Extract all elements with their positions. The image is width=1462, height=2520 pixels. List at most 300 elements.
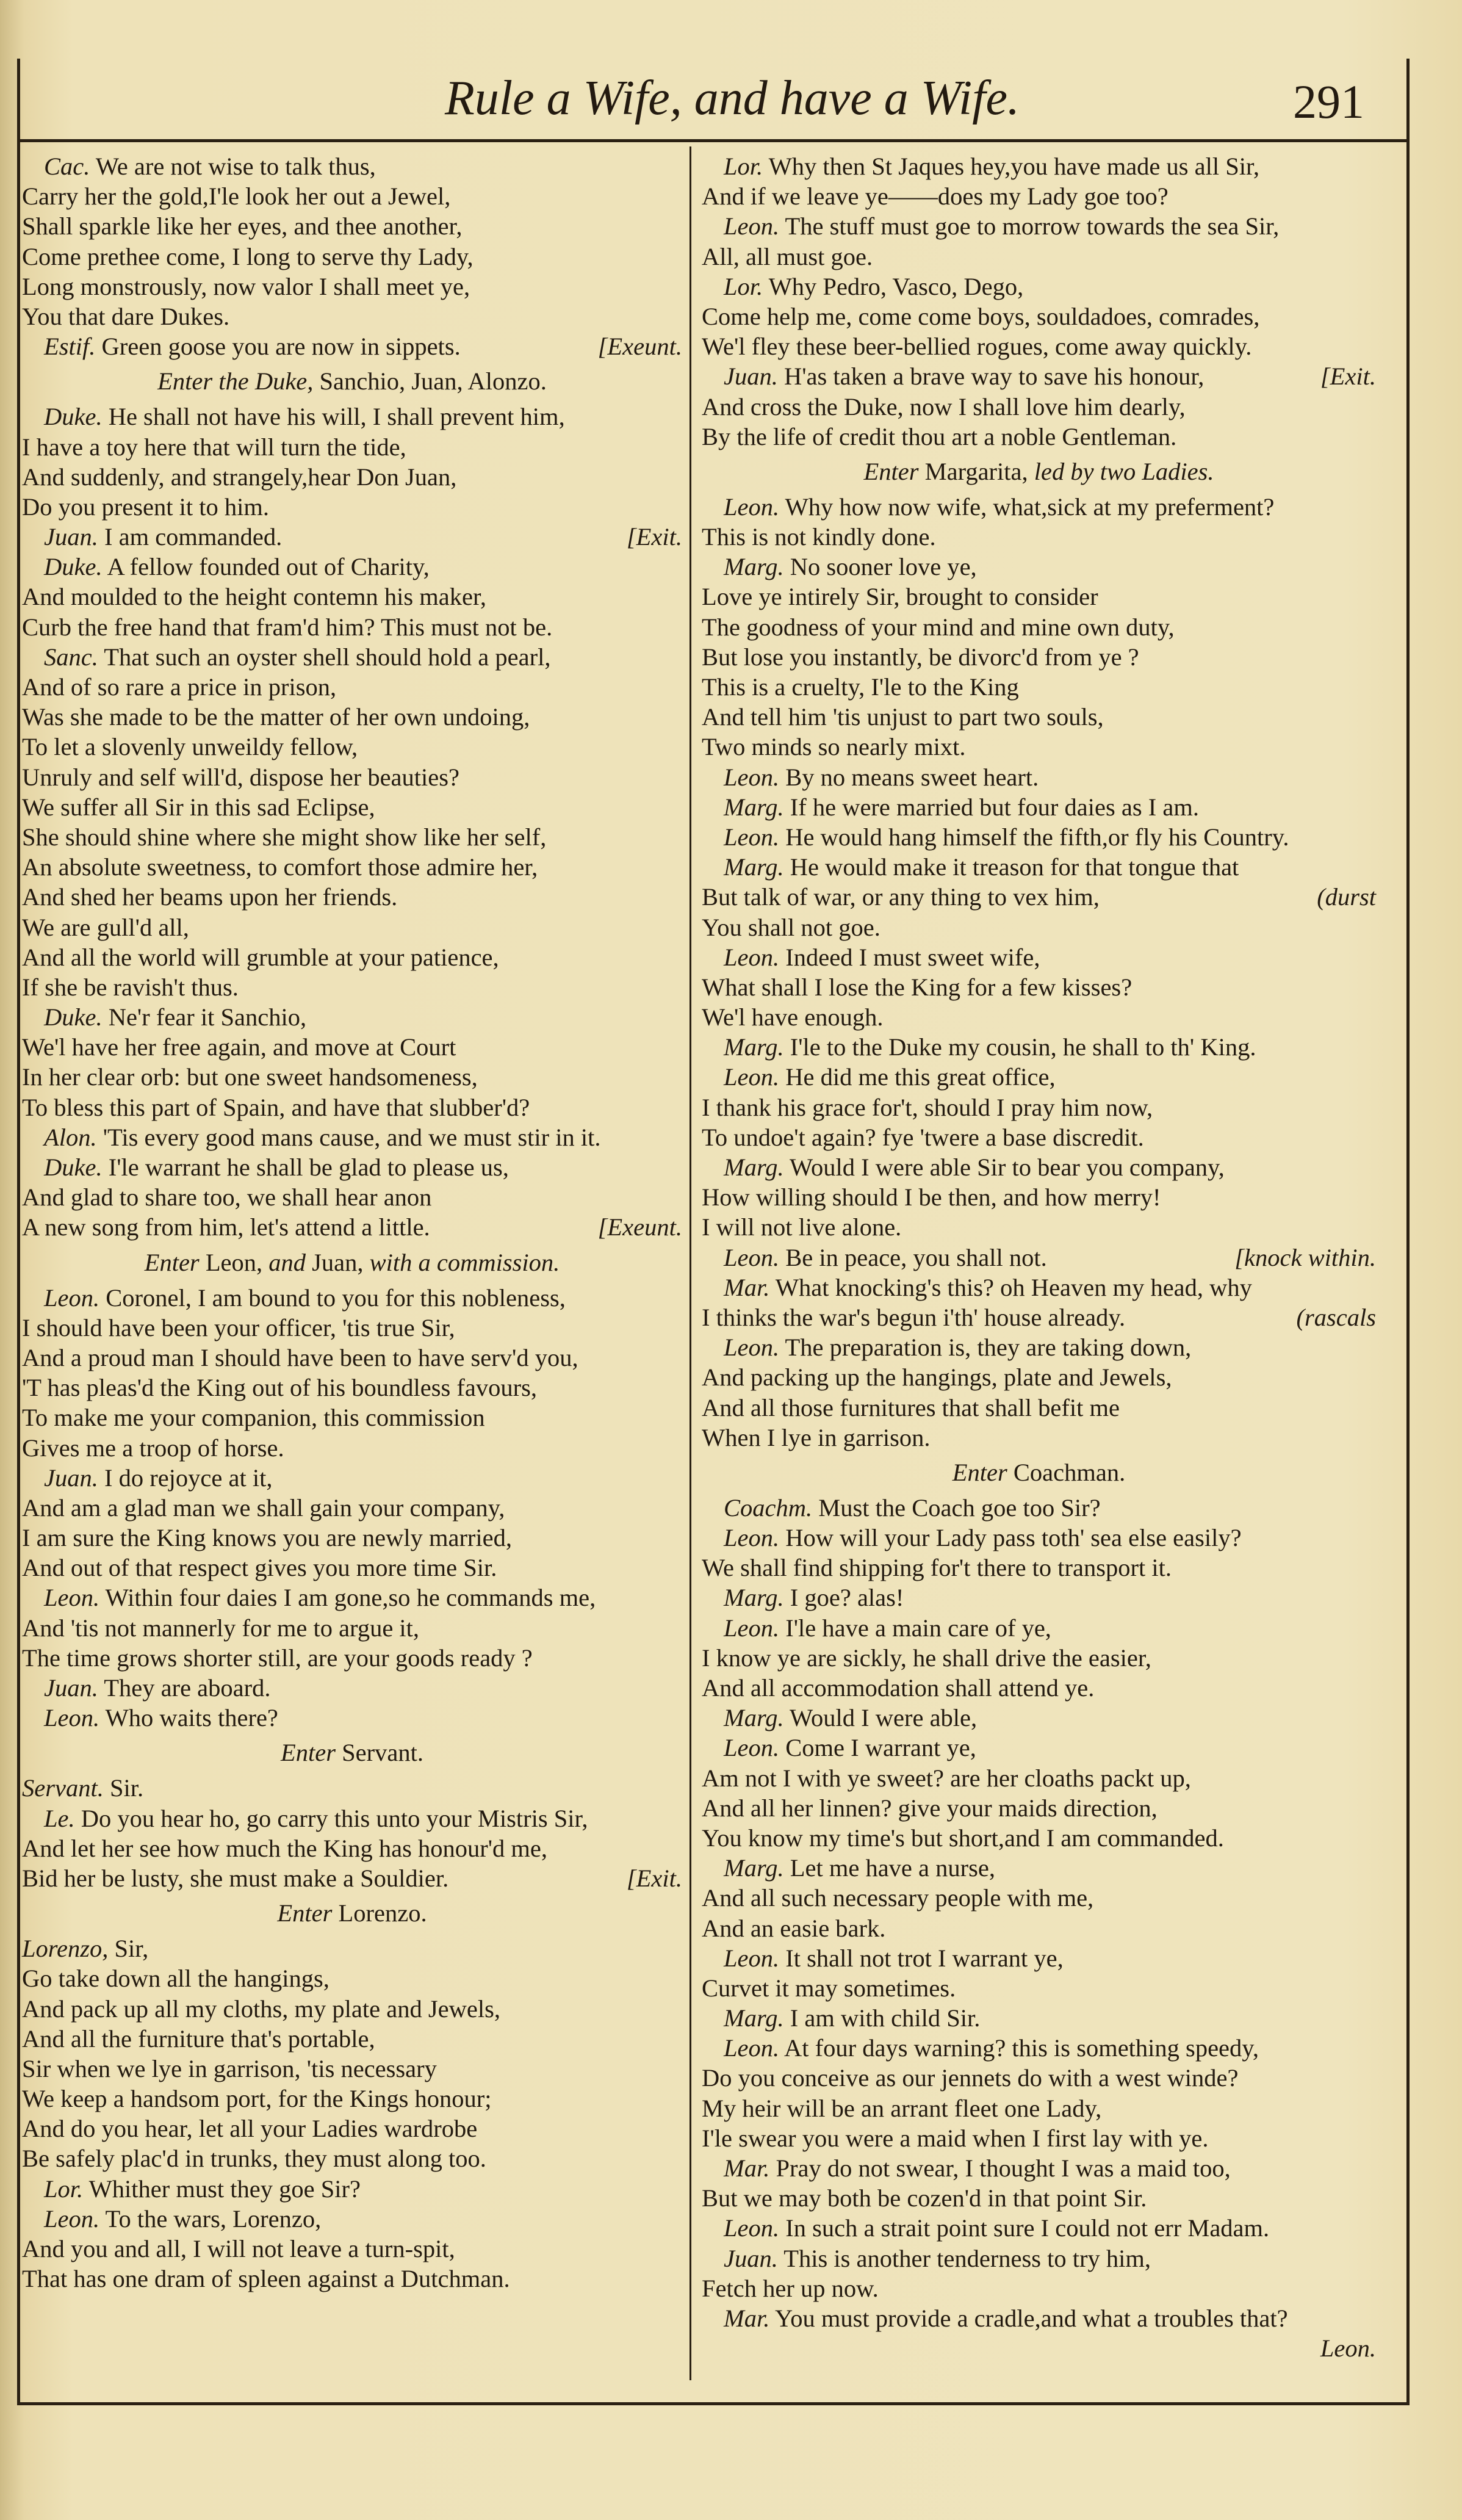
line-text: He would hang himself the fifth,or fly his Country. <box>785 823 1289 851</box>
line-text: And tell him 'tis unjust to part two souls, <box>702 703 1104 731</box>
speaker-name: Duke. <box>44 553 103 581</box>
stage-direction-part: Enter <box>281 1739 336 1767</box>
speech-line <box>702 1703 1376 1733</box>
line-text: And suddenly, and strangely,hear Don Juan, <box>22 463 457 491</box>
verse-line <box>22 2114 682 2143</box>
verse-line <box>22 612 682 642</box>
verse-line <box>702 612 1376 642</box>
line-text: An absolute sweetness, to comfort those admire her, <box>22 853 538 881</box>
speech-line <box>22 2204 682 2234</box>
exit-direction: [Exit. <box>626 1864 682 1892</box>
verse-line <box>22 882 682 912</box>
speech-line <box>702 151 1376 181</box>
line-text: You must provide a cradle,and what a troubles that? <box>775 2304 1288 2332</box>
verse-line <box>702 522 1376 552</box>
speech-line <box>22 552 682 582</box>
speech-line <box>22 2174 682 2204</box>
verse-line <box>22 1863 682 1893</box>
line-text: Unruly and self will'd, dispose her beauties? <box>22 763 459 791</box>
speech-line <box>702 852 1376 882</box>
line-text: We are not wise to talk thus, <box>95 153 376 180</box>
verse-line <box>22 1493 682 1523</box>
verse-line <box>702 1212 1376 1242</box>
line-text: And all those furnitures that shall befit me <box>702 1393 1120 1421</box>
header-rule <box>17 139 1406 142</box>
speaker-name: Leon. <box>44 2204 100 2233</box>
speaker-name: Lor. <box>724 272 763 300</box>
speech-line <box>22 1152 682 1182</box>
line-text: Sir, <box>114 1935 149 1963</box>
verse-line <box>22 2084 682 2114</box>
line-text: If she be ravish't thus. <box>22 973 239 1001</box>
speaker-name: Cac. <box>44 153 90 180</box>
line-text: Would I were able Sir to bear you company, <box>790 1153 1225 1181</box>
line-text: That such an oyster shell should hold a pearl, <box>104 643 551 671</box>
verse-line <box>22 1092 682 1122</box>
line-text: And all accommodation shall attend ye. <box>702 1674 1095 1702</box>
line-text: They are aboard. <box>104 1674 271 1702</box>
line-text: I goe? alas! <box>790 1584 904 1612</box>
verse-line <box>702 181 1376 211</box>
stage-direction <box>22 361 682 402</box>
speech-line <box>702 1332 1376 1362</box>
line-text: To bless this part of Spain, and have that slubber'd? <box>22 1093 530 1121</box>
verse-line <box>22 492 682 522</box>
right-column <box>702 151 1376 2363</box>
speaker-name: Leon. <box>724 1524 780 1552</box>
verse-line <box>22 582 682 612</box>
speaker-name: Juan. <box>44 1674 98 1702</box>
speaker-name: Marg. <box>724 1704 784 1732</box>
speaker-name: Duke. <box>44 1003 103 1031</box>
speech-line <box>22 1122 682 1152</box>
line-text: Must the Coach goe too Sir? <box>818 1493 1101 1522</box>
line-text: I am commanded. <box>104 523 283 551</box>
speaker-name: Marg. <box>724 1033 784 1061</box>
speaker-name: Duke. <box>44 1153 103 1181</box>
verse-line <box>22 211 682 241</box>
line-text: How willing should I be then, and how merry! <box>702 1183 1161 1211</box>
line-text: Come help me, come come boys, souldadoes, comrades, <box>702 302 1260 330</box>
speech-line <box>702 361 1376 391</box>
stage-direction <box>22 1243 682 1283</box>
line-text: This is a cruelty, I'le to the King <box>702 673 1019 701</box>
left-column <box>22 151 682 2294</box>
verse-line <box>702 1362 1376 1392</box>
line-text: A new song from him, let's attend a little. <box>22 1213 430 1241</box>
line-text: Carry her the gold,I'le look her out a Jewel, <box>22 182 451 211</box>
exit-direction: [knock within. <box>1234 1243 1376 1271</box>
verse-line <box>22 822 682 852</box>
verse-line <box>22 852 682 882</box>
line-text: And glad to share too, we shall hear anon <box>22 1183 432 1211</box>
speaker-name: Juan. <box>44 1464 98 1492</box>
line-text: Pray do not swear, I thought I was a maid too, <box>776 2154 1231 2182</box>
verse-line <box>702 1673 1376 1703</box>
verse-line <box>702 2273 1376 2303</box>
line-text: What knocking's this? oh Heaven my head, why <box>775 1273 1252 1301</box>
speaker-name: Marg. <box>724 853 784 881</box>
line-text: How will your Lady pass toth' sea else easily? <box>785 1524 1242 1552</box>
line-text: Why then St Jaques hey,you have made us all Sir, <box>768 153 1260 180</box>
line-text: All, all must goe. <box>702 242 873 270</box>
verse-line <box>702 2123 1376 2153</box>
line-text: When I lye in garrison. <box>702 1423 931 1451</box>
speech-line <box>702 1062 1376 1092</box>
verse-line <box>702 1002 1376 1032</box>
line-text: I'le to the Duke my cousin, he shall to th' King. <box>790 1033 1256 1061</box>
speech-line <box>702 1583 1376 1612</box>
line-text: I will not live alone. <box>702 1213 902 1241</box>
verse-line <box>702 882 1376 912</box>
speaker-name: Mar. <box>724 2304 770 2332</box>
line-text: And let her see how much the King has honour'd me, <box>22 1834 547 1862</box>
line-text: And if we leave ye——does my Lady goe too? <box>702 182 1169 211</box>
line-text: And cross the Duke, now I shall love him dearly, <box>702 392 1186 421</box>
page-number: 291 <box>1293 75 1364 128</box>
speaker-name: Leon. <box>44 1283 100 1312</box>
speech-line <box>22 1283 682 1313</box>
stage-direction <box>22 1893 682 1933</box>
speech-line <box>702 1523 1376 1553</box>
line-text: The goodness of your mind and mine own duty, <box>702 613 1175 641</box>
line-text: But talk of war, or any thing to vex him, <box>702 883 1100 911</box>
verse-line <box>702 1763 1376 1793</box>
verse-line <box>22 1833 682 1863</box>
verse-line <box>702 2183 1376 2213</box>
line-text: Come prethee come, I long to serve thy Lady, <box>22 242 474 270</box>
verse-line <box>702 1823 1376 1853</box>
speaker-name: Sanc. <box>44 643 98 671</box>
verse-line <box>22 181 682 211</box>
speaker-name: Juan. <box>44 523 98 551</box>
line-text: Do you hear ho, go carry this unto your Mistris Sir, <box>81 1804 588 1832</box>
speech-line <box>702 2213 1376 2243</box>
speaker-name: Mar. <box>724 1273 770 1301</box>
speech-line <box>702 2244 1376 2273</box>
speech-line <box>22 1002 682 1032</box>
exit-direction: [Exeunt. <box>597 1213 682 1241</box>
verse-line <box>702 2063 1376 2093</box>
speaker-name: Marg. <box>724 793 784 821</box>
exit-direction: [Exeunt. <box>597 333 682 361</box>
speech-line <box>702 552 1376 582</box>
speaker-name: Mar. <box>724 2154 770 2182</box>
verse-line <box>22 1994 682 2024</box>
speech-line <box>22 642 682 672</box>
verse-line <box>22 732 682 762</box>
verse-line <box>22 1032 682 1062</box>
line-text: Be safely plac'd in trunks, they must along too. <box>22 2145 486 2173</box>
line-text: Be in peace, you shall not. <box>785 1243 1047 1271</box>
line-text: You know my time's but short,and I am commanded. <box>702 1824 1224 1852</box>
verse-line <box>702 1973 1376 2003</box>
exit-direction: [Exit. <box>1320 363 1376 391</box>
line-text: By the life of credit thou art a noble Gentleman. <box>702 422 1177 450</box>
verse-line <box>702 422 1376 452</box>
line-text: 'Tis every good mans cause, and we must stir in it. <box>103 1123 601 1151</box>
line-text: I am sure the King knows you are newly married, <box>22 1524 513 1552</box>
verse-line <box>22 1373 682 1403</box>
speaker-name: Alon. <box>44 1123 97 1151</box>
stage-direction-part: Juan, <box>306 1248 370 1276</box>
speaker-name: Lor. <box>44 2175 84 2203</box>
speaker-name: Leon. <box>724 2214 780 2242</box>
speaker-name: Servant. <box>22 1774 104 1802</box>
verse-line <box>702 2093 1376 2123</box>
speech-line <box>702 2303 1376 2333</box>
verse-line <box>22 1523 682 1553</box>
speech-line <box>22 151 682 181</box>
verse-line <box>22 1433 682 1463</box>
stage-direction-part: Enter <box>863 457 919 485</box>
verse-line <box>702 912 1376 942</box>
speech-line <box>702 1273 1376 1302</box>
line-text: And all the world will grumble at your patience, <box>22 943 499 971</box>
line-text: And do you hear, let all your Ladies wardrobe <box>22 2115 478 2143</box>
verse-line <box>22 702 682 732</box>
line-text: Whither must they goe Sir? <box>88 2175 361 2203</box>
verse-line <box>22 942 682 972</box>
line-text: And all her linnen? give your maids direction, <box>702 1794 1158 1822</box>
speaker-name: Leon. <box>724 493 780 521</box>
line-text: Am not I with ye sweet? are her cloaths packt up, <box>702 1764 1191 1792</box>
verse-line <box>702 1393 1376 1423</box>
line-text: And all such necessary people with me, <box>702 1884 1094 1912</box>
verse-line <box>702 392 1376 422</box>
line-text: Two minds so nearly mixt. <box>702 733 966 761</box>
line-text: We'l have her free again, and move at Court <box>22 1033 456 1061</box>
speaker-name: Leon. <box>44 1704 100 1732</box>
line-text: You that dare Dukes. <box>22 302 230 330</box>
line-text: Love ye intirely Sir, brought to consider <box>702 583 1098 611</box>
speech-line <box>22 1803 682 1833</box>
line-text: And of so rare a price in prison, <box>22 673 337 701</box>
speech-line <box>702 272 1376 301</box>
line-text: Shall sparkle like her eyes, and thee another, <box>22 212 463 240</box>
speech-line <box>22 1463 682 1493</box>
verse-line <box>22 912 682 942</box>
stage-direction-part: Leon, <box>199 1248 269 1276</box>
line-text: Go take down all the hangings, <box>22 1965 329 1993</box>
line-text: I'le have a main care of ye, <box>785 1614 1051 1642</box>
line-text: I thinks the war's begun i'th' house already. <box>702 1303 1126 1331</box>
verse-line <box>22 1553 682 1583</box>
line-text: My heir will be an arrant fleet one Lady, <box>702 2094 1102 2122</box>
line-text: Fetch her up now. <box>702 2274 879 2302</box>
line-text: Green goose you are now in sippets. <box>101 333 461 361</box>
line-text: Coronel, I am bound to you for this nobleness, <box>106 1283 566 1312</box>
line-text: I'le warrant he shall be glad to please us, <box>108 1153 509 1181</box>
speech-line <box>702 1032 1376 1062</box>
line-text: Sir when we lye in garrison, 'tis necessary <box>22 2054 437 2082</box>
line-text: And out of that respect gives you more time Sir. <box>22 1554 497 1582</box>
verse-line <box>22 1613 682 1643</box>
verse-line <box>22 432 682 462</box>
verse-line <box>702 732 1376 762</box>
stage-direction-part: Coachman. <box>1007 1458 1126 1486</box>
verse-line <box>22 1313 682 1343</box>
line-text: He would make it treason for that tongue that <box>790 853 1239 881</box>
line-text: That has one dram of spleen against a Dutchman. <box>22 2265 510 2293</box>
speech-line <box>22 331 682 361</box>
speech-line <box>702 822 1376 852</box>
line-text: 'T has pleas'd the King out of his boundless favours, <box>22 1374 537 1402</box>
speech-line <box>702 1152 1376 1182</box>
line-text: You shall not goe. <box>702 913 880 941</box>
verse-line <box>22 1403 682 1432</box>
speaker-name: Leon. <box>724 1614 780 1642</box>
verse-line <box>702 642 1376 672</box>
line-text: In her clear orb: but one sweet handsomeness, <box>22 1063 478 1091</box>
speaker-name: Lor. <box>724 153 763 180</box>
line-text: And all the furniture that's portable, <box>22 2024 375 2052</box>
verse-line <box>702 972 1376 1002</box>
line-text: Long monstrously, now valor I shall meet ye, <box>22 272 470 300</box>
line-text: And packing up the hangings, plate and Jewels, <box>702 1363 1172 1392</box>
speech-line <box>22 1703 682 1733</box>
verse-line <box>22 1062 682 1092</box>
line-text: Would I were able, <box>790 1704 978 1732</box>
speaker-name: Leon. <box>724 2034 780 2062</box>
speech-line <box>702 2003 1376 2033</box>
line-text: Why Pedro, Vasco, Dego, <box>768 272 1024 300</box>
speech-line <box>22 1583 682 1612</box>
line-text: And moulded to the height contemn his maker, <box>22 583 486 611</box>
line-text: What shall I lose the King for a few kisses? <box>702 973 1133 1001</box>
stage-direction-part: with a commission. <box>369 1248 560 1276</box>
verse-line <box>22 242 682 272</box>
speaker-name: Duke. <box>44 403 103 431</box>
speaker-name: Leon. <box>724 763 780 791</box>
verse-line <box>22 762 682 792</box>
verse-line <box>702 1553 1376 1583</box>
speaker-name: Leon. <box>724 212 780 240</box>
line-text: And am a glad man we shall gain your company, <box>22 1493 505 1522</box>
stage-direction <box>702 452 1376 492</box>
verse-line <box>702 242 1376 272</box>
line-text: Within four daies I am gone,so he commands me, <box>105 1584 596 1612</box>
line-text: Bid her be lusty, she must make a Souldier. <box>22 1864 449 1892</box>
stage-direction-part: led by two Ladies. <box>1034 457 1214 485</box>
line-text: We suffer all Sir in this sad Eclipse, <box>22 793 375 821</box>
speech-line <box>702 792 1376 822</box>
speaker-name: Leon. <box>44 1584 100 1612</box>
speaker-name: Marg. <box>724 553 784 581</box>
line-text: And an easie bark. <box>702 1914 886 1942</box>
speech-line <box>22 1933 682 1963</box>
verse-line <box>22 1643 682 1673</box>
line-text: And you and all, I will not leave a turn-spit, <box>22 2235 455 2262</box>
exit-direction: (rascals <box>1296 1303 1376 1331</box>
speech-line <box>22 522 682 552</box>
speaker-name: Leon. <box>724 943 780 971</box>
stage-direction-part: Enter <box>144 1248 200 1276</box>
verse-line <box>702 702 1376 732</box>
line-text: This is another tenderness to try him, <box>783 2244 1151 2272</box>
verse-line <box>702 1883 1376 1913</box>
line-text: Curvet it may sometimes. <box>702 1974 956 2002</box>
verse-line <box>22 462 682 492</box>
line-text: But we may both be cozen'd in that point Sir. <box>702 2184 1147 2212</box>
speech-line <box>702 942 1376 972</box>
speaker-name: Lorenzo, <box>22 1935 109 1963</box>
line-text: Ne'r fear it Sanchio, <box>108 1003 307 1031</box>
speaker-name: Leon. <box>724 1944 780 1972</box>
line-text: I should have been your officer, 'tis true Sir, <box>22 1313 455 1341</box>
verse-line <box>22 2264 682 2294</box>
verse-line <box>22 2054 682 2084</box>
line-text: We'l fley these beer-bellied rogues, come away quickly. <box>702 333 1252 361</box>
line-text: She should shine where she might show like her self, <box>22 823 547 851</box>
line-text: I am with child Sir. <box>790 2004 981 2032</box>
line-text: We keep a handsom port, for the Kings honour; <box>22 2085 492 2113</box>
line-text: A fellow founded out of Charity, <box>107 553 430 581</box>
stage-direction-part: Lorenzo. <box>332 1899 427 1927</box>
line-text: This is not kindly done. <box>702 523 936 551</box>
line-text: And pack up all my cloths, my plate and Jewels, <box>22 1995 500 2023</box>
stage-direction-part: Margarita, <box>918 457 1034 485</box>
speaker-name: Marg. <box>724 2004 784 2032</box>
line-text: I'le swear you were a maid when I first lay with ye. <box>702 2124 1209 2152</box>
line-text: I do rejoyce at it, <box>104 1464 273 1492</box>
line-text: By no means sweet heart. <box>785 763 1039 791</box>
line-text: And shed her beams upon her friends. <box>22 883 398 911</box>
verse-line <box>702 1423 1376 1453</box>
line-text: Why how now wife, what,sick at my preferment? <box>785 493 1275 521</box>
line-text: To make me your companion, this commission <box>22 1404 485 1432</box>
speech-line <box>702 1613 1376 1643</box>
catchword: Leon. <box>1320 2334 1376 2363</box>
line-text: We shall find shipping for't there to transport it. <box>702 1554 1172 1582</box>
speech-line <box>702 211 1376 241</box>
speaker-name: Leon. <box>724 823 780 851</box>
speaker-name: Coachm. <box>724 1493 813 1522</box>
line-text: But lose you instantly, be divorc'd from ye ? <box>702 643 1139 671</box>
line-text: Curb the free hand that fram'd him? This must not be. <box>22 613 553 641</box>
speech-line <box>22 1773 682 1803</box>
verse-line <box>702 1913 1376 1943</box>
speech-line <box>702 1943 1376 1973</box>
line-text: He did me this great office, <box>785 1063 1056 1091</box>
stage-direction <box>702 1453 1376 1493</box>
speech-line <box>22 1673 682 1703</box>
speaker-name: Leon. <box>724 1063 780 1091</box>
line-text: At four days warning? this is something speedy, <box>784 2034 1259 2062</box>
stage-direction <box>22 1733 682 1773</box>
line-text: If he were married but four daies as I am. <box>790 793 1199 821</box>
line-text: Who waits there? <box>105 1704 278 1732</box>
speech-line <box>702 1733 1376 1763</box>
line-text: Gives me a troop of horse. <box>22 1434 284 1462</box>
stage-direction-part: Enter <box>952 1458 1007 1486</box>
verse-line <box>702 331 1376 361</box>
verse-line <box>22 792 682 822</box>
line-text: The time grows shorter still, are your goods ready ? <box>22 1644 533 1672</box>
verse-line <box>22 2143 682 2173</box>
verse-line <box>702 1643 1376 1673</box>
line-text: In such a strait point sure I could not err Madam. <box>785 2214 1270 2242</box>
verse-line <box>702 672 1376 702</box>
speech-line <box>702 1493 1376 1523</box>
line-text: H'as taken a brave way to save his honour, <box>783 363 1205 391</box>
speaker-name: Juan. <box>724 2244 778 2272</box>
speaker-name: Le. <box>44 1804 75 1832</box>
line-text: Let me have a nurse, <box>790 1854 995 1882</box>
verse-line <box>702 1122 1376 1152</box>
verse-line <box>22 2024 682 2054</box>
verse-line <box>702 1092 1376 1122</box>
